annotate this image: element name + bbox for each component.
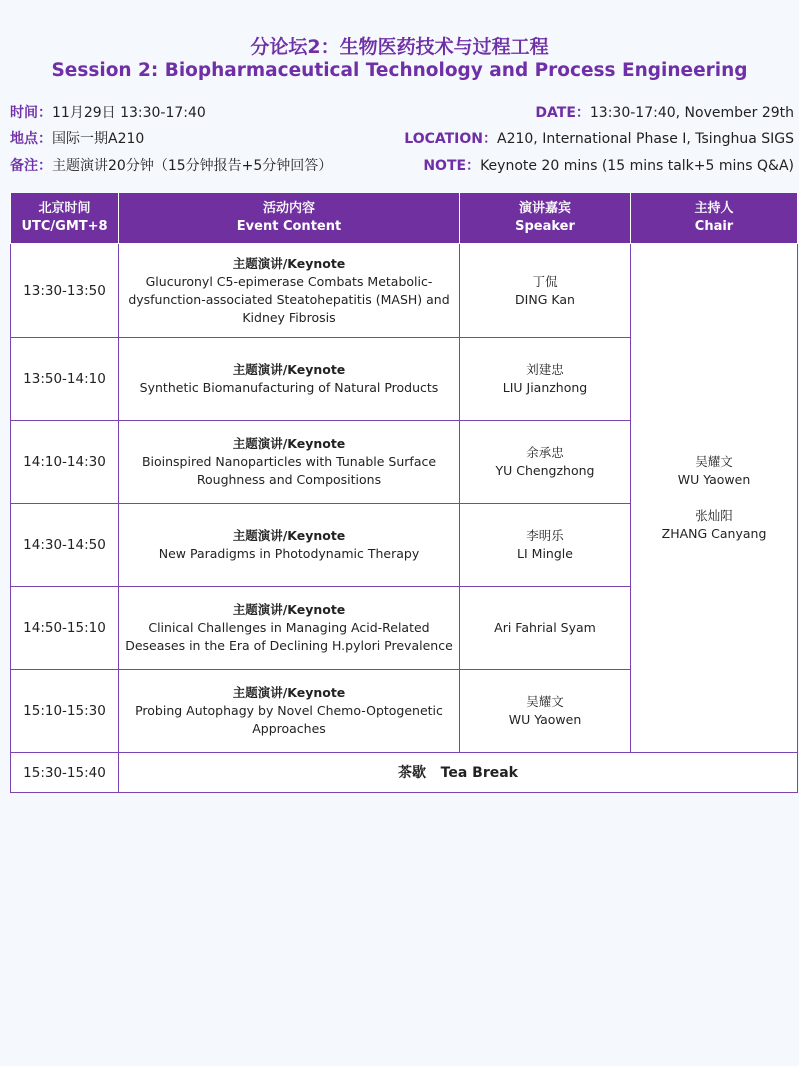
- speaker-cn: 吴耀文: [526, 694, 564, 709]
- speaker-cell: [460, 421, 631, 504]
- time-cell: 15:30-15:40: [11, 753, 119, 793]
- keynote-label: 主题演讲/Keynote: [232, 528, 346, 543]
- talk-title: New Paradigms in Photodynamic Therapy: [158, 546, 420, 561]
- page-title-en: Session 2: Biopharmaceutical Technology and Process Engineering: [51, 60, 748, 81]
- schedule-table: [10, 193, 798, 793]
- info-label: 地点：: [10, 131, 52, 147]
- time-cell: 14:50-15:10: [11, 587, 119, 670]
- table-row-break: [11, 753, 798, 793]
- chair-cell: [631, 244, 798, 753]
- info-date-en: [535, 104, 794, 122]
- page-title-cn: 分论坛2：生物医药技术与过程工程: [250, 36, 549, 58]
- info-label: LOCATION：: [404, 131, 497, 147]
- keynote-label: 主题演讲/Keynote: [232, 602, 346, 617]
- keynote-label: 主题演讲/Keynote: [232, 436, 346, 451]
- tea-break-label: 茶歇 Tea Break: [119, 753, 798, 793]
- info-location: [10, 130, 144, 148]
- chair-en: WU Yaowen: [677, 472, 751, 487]
- speaker-cell: [460, 587, 631, 670]
- info-value: 主题演讲20分钟（15分钟报告+5分钟回答）: [52, 158, 333, 174]
- table-row: [11, 244, 798, 338]
- talk-title: Clinical Challenges in Managing Acid-Related Deseases in the Era of Declining H.pylori Prevalence: [125, 620, 453, 653]
- header-chair: 主持人 Chair: [631, 193, 798, 244]
- speaker-en: WU Yaowen: [508, 712, 582, 727]
- event-cell: [119, 670, 460, 753]
- header-speaker: 演讲嘉宾 Speaker: [460, 193, 631, 244]
- event-cell: [119, 244, 460, 338]
- keynote-label: 主题演讲/Keynote: [232, 255, 346, 271]
- info-location-en: [404, 130, 794, 148]
- event-cell: [119, 421, 460, 504]
- time-cell: 13:30-13:50: [11, 244, 119, 338]
- speaker-cn: 丁侃: [532, 273, 558, 289]
- speaker-cell: [460, 504, 631, 587]
- info-value: 11月29日 13:30-17:40: [52, 105, 206, 121]
- header-time: 北京时间 UTC/GMT+8: [11, 193, 119, 244]
- time-cell: 15:10-15:30: [11, 670, 119, 753]
- chair-en: ZHANG Canyang: [661, 526, 767, 541]
- speaker-en: LIU Jianzhong: [502, 380, 588, 395]
- talk-title: Bioinspired Nanoparticles with Tunable Surface Roughness and Compositions: [141, 454, 437, 487]
- event-cell: [119, 587, 460, 670]
- talk-title: Synthetic Biomanufacturing of Natural Products: [139, 380, 439, 395]
- table-header-row: [11, 193, 798, 244]
- speaker-cn: 李明乐: [526, 528, 564, 543]
- info-value: 国际一期A210: [52, 131, 145, 147]
- talk-title: Probing Autophagy by Novel Chemo-Optogenetic Approaches: [135, 703, 443, 736]
- speaker-cell: [460, 244, 631, 338]
- info-label: DATE：: [535, 105, 590, 121]
- chair-cn: 吴耀文: [695, 454, 733, 469]
- speaker-en: Ari Fahrial Syam: [494, 620, 596, 635]
- info-value: Keynote 20 mins (15 mins talk+5 mins Q&A): [480, 158, 794, 174]
- info-label: 备注：: [10, 158, 52, 174]
- speaker-en: DING Kan: [515, 291, 575, 307]
- event-cell: [119, 338, 460, 421]
- header-event: 活动内容 Event Content: [119, 193, 460, 244]
- speaker-cell: [460, 670, 631, 753]
- speaker-cn: 刘建忠: [526, 362, 564, 377]
- time-cell: 14:10-14:30: [11, 421, 119, 504]
- info-label: NOTE：: [423, 158, 481, 174]
- speaker-en: YU Chengzhong: [495, 463, 595, 478]
- info-note: [10, 157, 332, 175]
- speaker-cell: [460, 338, 631, 421]
- chair-cn: 张灿阳: [695, 508, 733, 523]
- talk-title: Glucuronyl C5-epimerase Combats Metabolic-dysfunction-associated Steatohepatitis (MASH) and Kidney Fibrosis: [128, 273, 450, 325]
- speaker-en: LI Mingle: [517, 546, 573, 561]
- info-value: A210, International Phase I, Tsinghua SIGS: [497, 131, 794, 147]
- keynote-label: 主题演讲/Keynote: [232, 362, 346, 377]
- info-note-en: [423, 157, 794, 175]
- event-cell: [119, 504, 460, 587]
- info-value: 13:30-17:40, November 29th: [589, 105, 794, 121]
- time-cell: 13:50-14:10: [11, 338, 119, 421]
- time-cell: 14:30-14:50: [11, 504, 119, 587]
- info-time: [10, 104, 206, 122]
- keynote-label: 主题演讲/Keynote: [232, 685, 346, 700]
- speaker-cn: 余承忠: [526, 445, 564, 460]
- info-label: 时间：: [10, 105, 52, 121]
